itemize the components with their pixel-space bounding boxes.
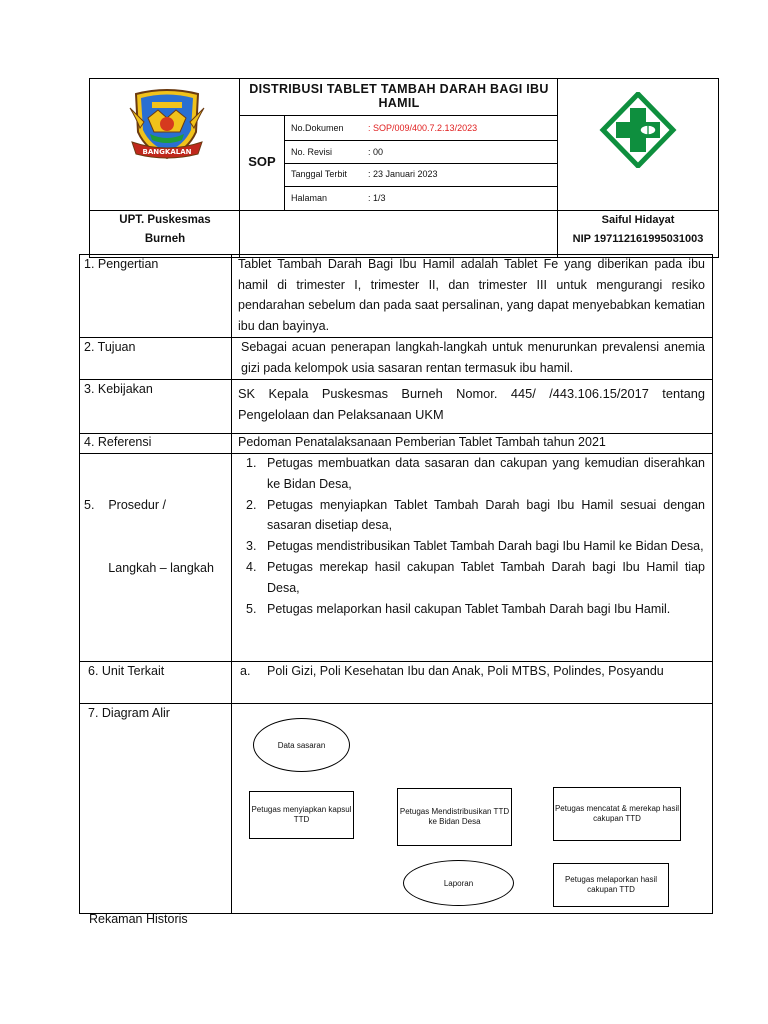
text-pengertian <box>238 254 705 336</box>
step-text: Petugas menyiapkan Tablet Tambah Darah bagi Ibu Hamil sesuai dengan sasaran disetiap desa, <box>267 497 705 533</box>
list-item <box>238 557 705 599</box>
list-item <box>238 495 705 537</box>
label-diagram-alir: 7. Diagram Alir <box>88 706 170 720</box>
meta-value: : 23 Januari 2023 <box>368 169 438 179</box>
unit-terkait-text: Poli Gizi, Poli Kesehatan Ibu dan Anak, Poli MTBS, Polindes, Posyandu <box>267 664 664 678</box>
header-divider <box>284 140 557 141</box>
label-kebijakan: 3. Kebijakan <box>84 382 153 396</box>
body-column-divider <box>231 254 232 914</box>
label-pengertian: 1. Pengertian <box>84 257 159 271</box>
text-referensi <box>238 432 705 453</box>
label-tujuan: 2. Tujuan <box>84 340 136 354</box>
meta-key: Tanggal Terbit <box>291 169 347 179</box>
signer-nip: NIP 197112161995031003 <box>572 233 704 245</box>
rekaman-historis-label: Rekaman Historis <box>89 912 188 926</box>
step-text: Petugas membuatkan data sasaran dan cakupan yang kemudian diserahkan ke Bidan Desa, <box>267 456 705 491</box>
org-line-2: Burneh <box>144 233 186 245</box>
label-unit-terkait: 6. Unit Terkait <box>88 664 165 678</box>
header-divider <box>284 163 557 164</box>
flow-node-mendistribusikan: Petugas Mendistribusikan TTD ke Bidan Desa <box>397 788 512 846</box>
meta-value: : 1/3 <box>368 193 386 203</box>
document-title: DISTRIBUSI TABLET TAMBAH DARAH BAGI IBU HAMIL <box>249 82 549 110</box>
step-number: 5. <box>246 601 257 616</box>
prosedur-label-line-2: Langkah – langkah <box>84 561 214 575</box>
item-letter: a. <box>240 664 251 678</box>
emblem-label: BANGKALAN <box>142 148 192 156</box>
signer-name: Saiful Hidayat <box>601 214 675 226</box>
list-item <box>238 453 705 495</box>
row-divider <box>79 703 713 704</box>
flow-node-melaporkan: Petugas melaporkan hasil cakupan TTD <box>553 863 669 907</box>
header-divider <box>239 115 557 116</box>
prosedur-label-line-1: 5. Prosedur / <box>84 498 166 512</box>
pengertian-paragraph: Tablet Tambah Darah Bagi Ibu Hamil adalah Tablet Fe yang diberikan pada ibu hamil di trimester I, trimester II, dan trimester III untuk mengurangi resiko pendarahan sebelum dan pada saat persalinan, yang dapat menyebabkan kematian ibu dan bayinya. <box>238 257 705 333</box>
signer-block <box>558 211 718 249</box>
label-prosedur <box>84 453 214 600</box>
unit-terkait-list <box>238 661 705 682</box>
meta-halaman <box>291 193 386 203</box>
list-item <box>238 599 705 620</box>
list-item <box>238 661 705 682</box>
meta-no-dokumen <box>291 123 477 133</box>
flow-node-menyiapkan: Petugas menyiapkan kapsul TTD <box>249 791 354 839</box>
tujuan-paragraph: Sebagai acuan penerapan langkah-langkah untuk menurunkan prevalensi anemia gizi pada kelompok usia sasaran rentan termasuk ibu hamil. <box>241 340 705 375</box>
organization-name <box>90 211 240 249</box>
step-text: Petugas merekap hasil cakupan Tablet Tambah Darah bagi Ibu Hamil tiap Desa, <box>267 559 705 595</box>
step-number: 2. <box>246 497 257 512</box>
kebijakan-paragraph: SK Kepala Puskesmas Burneh Nomor. 445/ /443.106.15/2017 tentang Pengelolaan dan Pelaksanaan UKM <box>238 386 705 422</box>
text-kebijakan <box>238 383 705 425</box>
step-number: 4. <box>246 559 257 574</box>
flow-node-mencatat: Petugas mencatat & merekap hasil cakupan TTD <box>553 787 681 841</box>
meta-no-revisi <box>291 147 383 157</box>
flow-node-laporan: Laporan <box>403 860 514 906</box>
meta-key: Halaman <box>291 193 328 203</box>
step-text: Petugas melaporkan hasil cakupan Tablet Tambah Darah bagi Ibu Hamil. <box>267 601 671 616</box>
meta-key: No. Revisi <box>291 147 333 157</box>
meta-value: : SOP/009/400.7.2.13/2023 <box>368 123 478 133</box>
meta-tanggal-terbit <box>291 169 438 179</box>
sop-label: SOP <box>248 154 276 169</box>
flow-node-data-sasaran: Data sasaran <box>253 718 350 772</box>
meta-value: : 00 <box>368 147 384 157</box>
list-item <box>238 536 705 557</box>
step-text: Petugas mendistribusikan Tablet Tambah Darah bagi Ibu Hamil ke Bidan Desa, <box>267 539 704 554</box>
bangkalan-emblem-logo <box>128 88 206 162</box>
step-number: 3. <box>246 539 257 554</box>
org-line-1: UPT. Puskesmas <box>119 214 211 226</box>
header-divider <box>284 186 557 187</box>
puskesmas-logo <box>599 92 677 168</box>
label-referensi: 4. Referensi <box>84 435 152 449</box>
step-number: 1. <box>246 456 257 470</box>
prosedur-steps <box>238 453 705 619</box>
meta-key: No.Dokumen <box>291 123 344 133</box>
row-divider <box>79 379 713 380</box>
text-tujuan <box>241 337 705 378</box>
referensi-paragraph: Pedoman Penatalaksanaan Pemberian Tablet Tambah tahun 2021 <box>238 435 606 449</box>
